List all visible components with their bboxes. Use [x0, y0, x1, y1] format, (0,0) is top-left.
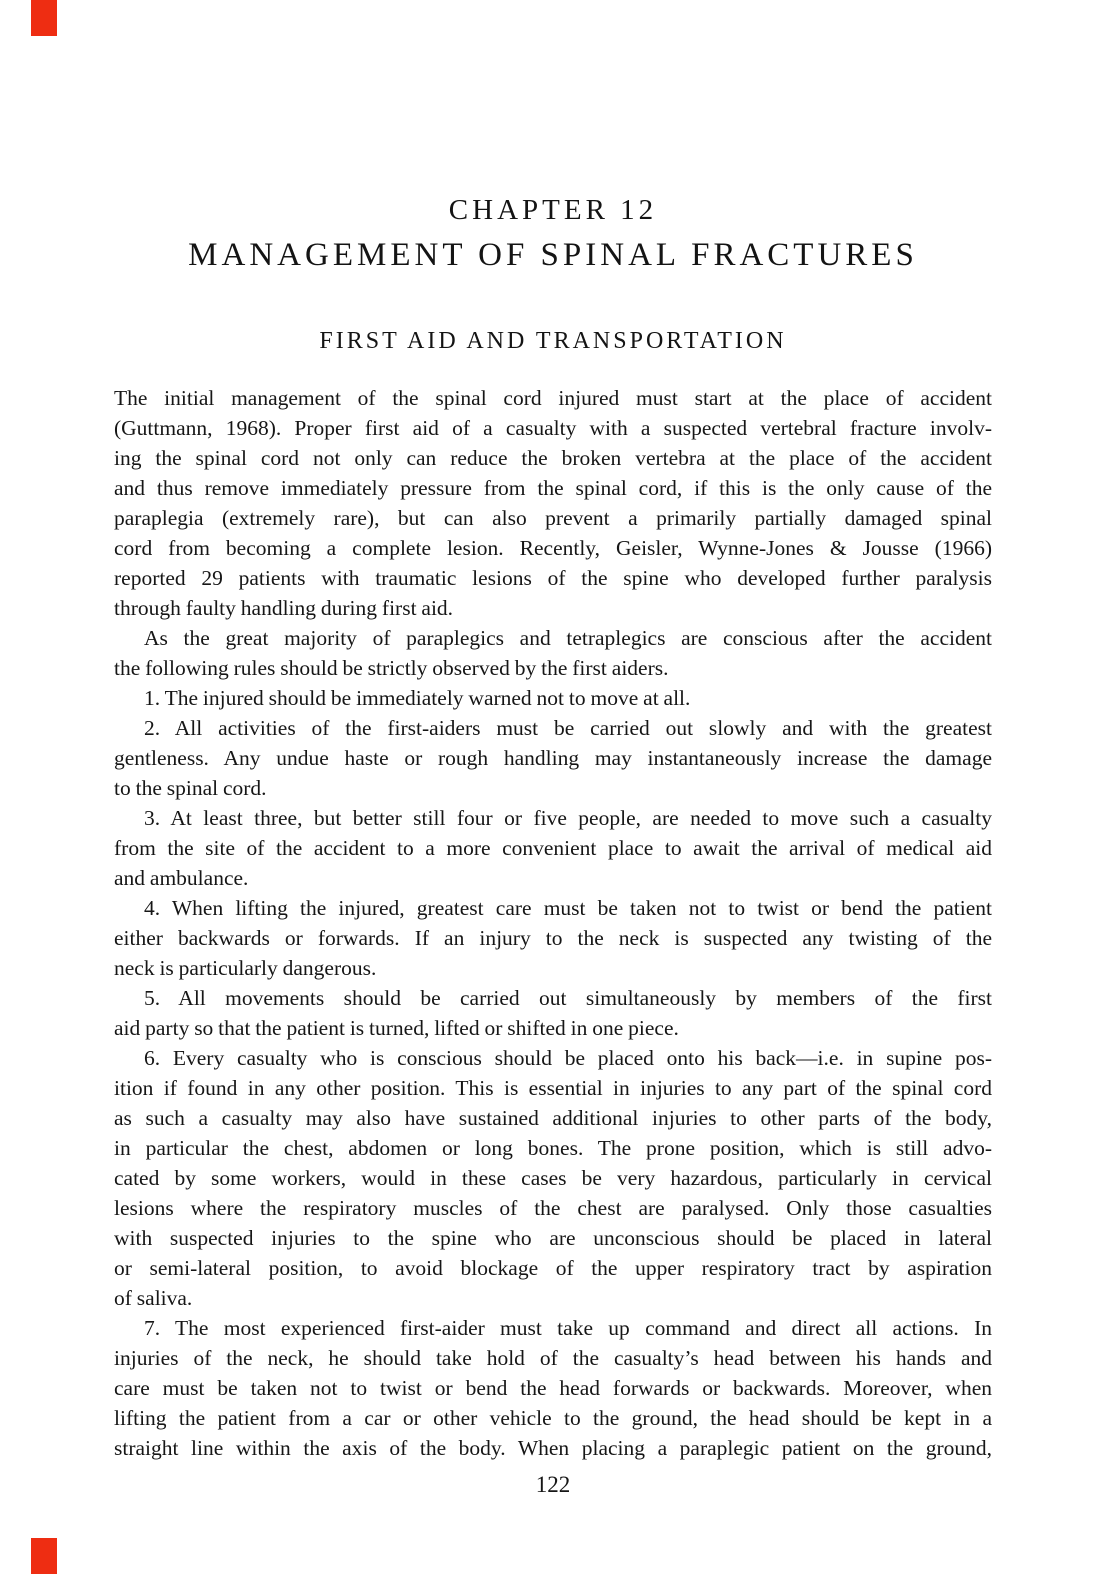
text-line: of saliva.: [114, 1286, 193, 1310]
text-line: reported 29 patients with traumatic lesions of the spine who developed further paralysis: [114, 566, 992, 590]
text-line: paraplegia (extremely rare), but can also prevent a primarily partially damaged spinal: [114, 506, 992, 530]
text-line: cated by some workers, would in these cases be very hazardous, particularly in cervical: [114, 1166, 992, 1190]
text-line: injuries of the neck, he should take hold of the casualty’s head between his hands and: [114, 1346, 992, 1370]
body-text: [114, 383, 992, 1463]
text-line: ing the spinal cord not only can reduce the broken vertebra at the place of the accident: [114, 446, 992, 470]
text-line: or semi-lateral position, to avoid blockage of the upper respiratory tract by aspiration: [114, 1256, 992, 1280]
chapter-label: CHAPTER 12: [448, 194, 658, 226]
chapter-title: MANAGEMENT OF SPINAL FRACTURES: [188, 237, 918, 273]
red-registration-mark-top: [31, 0, 57, 36]
text-line: 6. Every casualty who is conscious should be placed onto his back—i.e. in supine pos-: [144, 1046, 992, 1070]
text-line: either backwards or forwards. If an injury to the neck is suspected any twisting of the: [114, 926, 992, 950]
text-line: lifting the patient from a car or other vehicle to the ground, the head should be kept in a: [114, 1406, 992, 1430]
red-registration-mark-bottom: [31, 1538, 57, 1574]
text-line: The initial management of the spinal cord injured must start at the place of accident: [114, 386, 992, 410]
text-line: aid party so that the patient is turned, lifted or shifted in one piece.: [114, 1016, 679, 1040]
text-line: through faulty handling during first aid.: [114, 596, 454, 620]
section-heading: FIRST AID AND TRANSPORTATION: [319, 328, 787, 354]
text-line: As the great majority of paraplegics and tetraplegics are conscious after the accident: [144, 626, 992, 650]
text-line: the following rules should be strictly observed by the first aiders.: [114, 656, 669, 680]
text-line: lesions where the respiratory muscles of the chest are paralysed. Only those casualties: [114, 1196, 992, 1220]
text-line: and thus remove immediately pressure from the spinal cord, if this is the only cause of the: [114, 476, 992, 500]
text-line: neck is particularly dangerous.: [114, 956, 377, 980]
text-line: to the spinal cord.: [114, 776, 267, 800]
text-line: 7. The most experienced first-aider must take up command and direct all actions. In: [144, 1316, 992, 1340]
text-line: in particular the chest, abdomen or long bones. The prone position, which is still advo-: [114, 1136, 992, 1160]
text-line: from the site of the accident to a more convenient place to await the arrival of medical aid: [114, 836, 992, 860]
text-line: 2. All activities of the first-aiders must be carried out slowly and with the greatest: [144, 716, 992, 740]
text-line: and ambulance.: [114, 866, 249, 890]
text-line: 5. All movements should be carried out simultaneously by members of the first: [144, 986, 992, 1010]
text-line: as such a casualty may also have sustained additional injuries to other parts of the body,: [114, 1106, 992, 1130]
text-line: 4. When lifting the injured, greatest care must be taken not to twist or bend the patient: [144, 896, 992, 920]
text-line: care must be taken not to twist or bend the head forwards or backwards. Moreover, when: [114, 1376, 992, 1400]
page-number: 122: [535, 1472, 571, 1497]
text-line: cord from becoming a complete lesion. Recently, Geisler, Wynne-Jones & Jousse (1966): [114, 536, 992, 560]
text-line: straight line within the axis of the body. When placing a paraplegic patient on the ground,: [114, 1436, 992, 1460]
text-line: (Guttmann, 1968). Proper first aid of a casualty with a suspected vertebral fracture involv-: [114, 416, 992, 440]
text-line: with suspected injuries to the spine who are unconscious should be placed in lateral: [114, 1226, 992, 1250]
text-line: gentleness. Any undue haste or rough handling may instantaneously increase the damage: [114, 746, 992, 770]
text-line: 3. At least three, but better still four or five people, are needed to move such a casualty: [144, 806, 992, 830]
text-line: ition if found in any other position. This is essential in injuries to any part of the spinal cord: [114, 1076, 992, 1100]
text-line: 1. The injured should be immediately warned not to move at all.: [144, 686, 691, 710]
